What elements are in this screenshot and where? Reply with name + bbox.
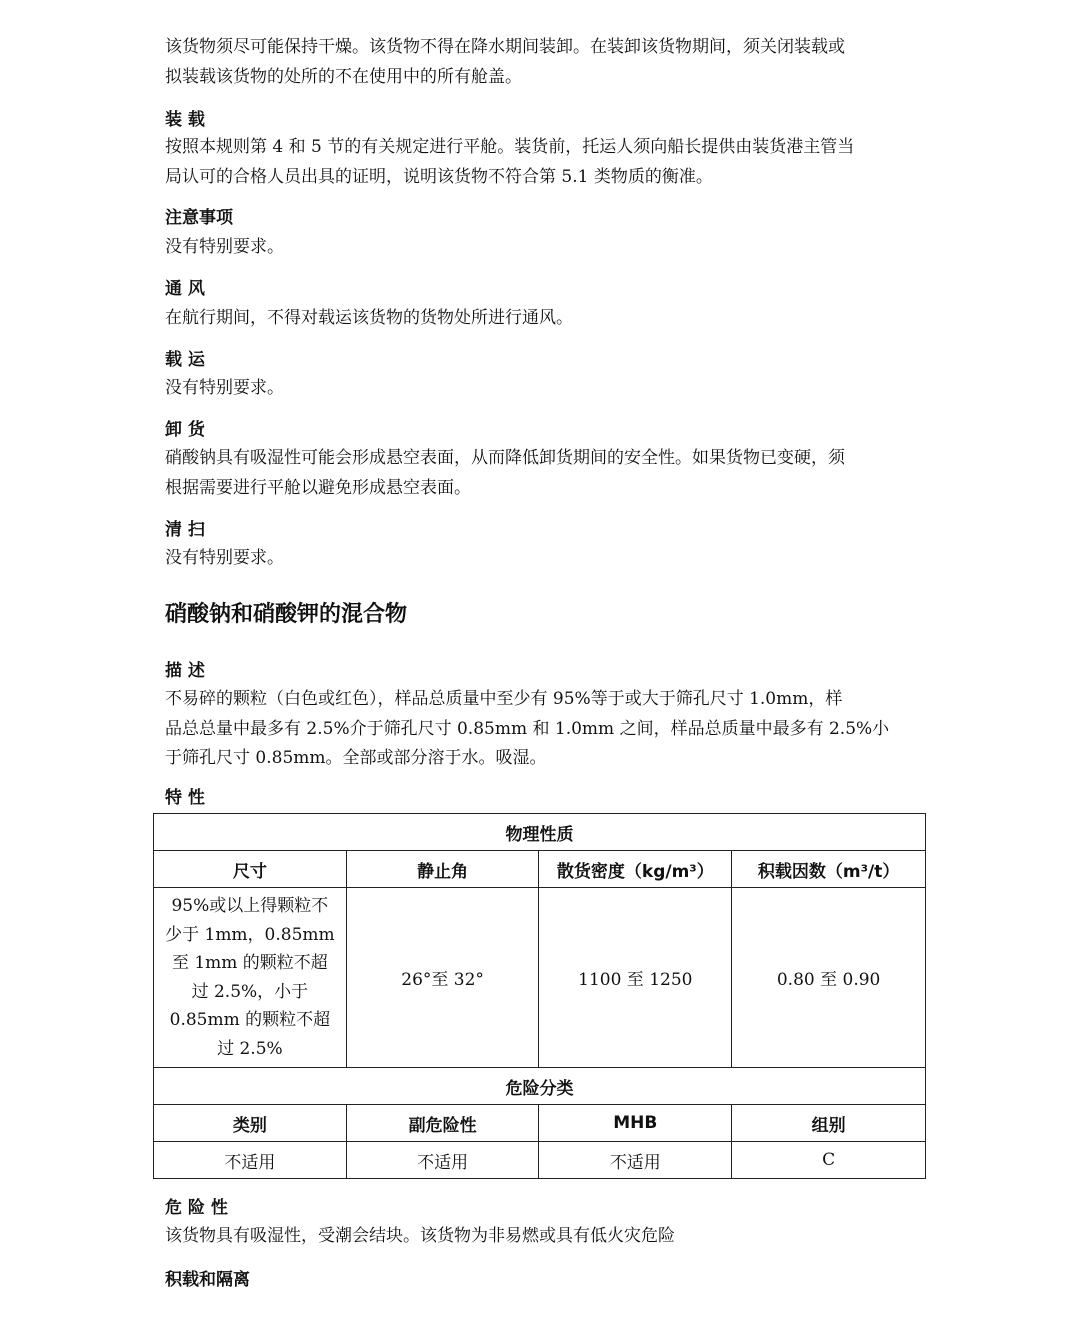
heading-discharge: 卸 货 [165,420,205,440]
heading-precautions: 注意事项 [165,208,233,228]
value-stowage-factor: 0.80 至 0.90 [732,888,926,1068]
header-angle-of-repose: 静止角 [346,851,539,888]
header-bulk-density: 散货密度（kg/m³） [539,851,732,888]
loading-paragraph: 按照本规则第 4 和 5 节的有关规定进行平舱。装货前，托运人须向船长提供由装货港主管当 局认可的合格人员出具的证明，说明该货物不符合第 5.1 类物质的衡准。 [165,137,855,187]
discharge-paragraph: 硝酸钠具有吸湿性可能会形成悬空表面，从而降低卸货期间的安全性。如果货物已变硬，须 根据需要进行平舱以避免形成悬空表面。 [165,448,845,498]
section-title: 硝酸钠和硝酸钾的混合物 [165,602,408,627]
hazard-classification-title: 危险分类 [154,1068,926,1105]
header-mhb: MHB [539,1105,732,1142]
carriage-paragraph: 没有特别要求。 [165,378,284,398]
value-class: 不适用 [154,1142,347,1179]
physical-properties-title: 物理性质 [154,814,926,851]
heading-description: 描 述 [165,661,205,681]
properties-table [153,813,926,1179]
precautions-paragraph: 没有特别要求。 [165,237,284,257]
value-group: C [732,1142,926,1179]
heading-characteristics: 特 性 [165,788,205,808]
value-subsidiary-hazard: 不适用 [346,1142,539,1179]
heading-cleanup: 清 扫 [165,520,205,540]
header-group: 组别 [732,1105,926,1142]
value-angle-of-repose: 26°至 32° [346,888,539,1068]
header-stowage-factor: 积载因数（m³/t） [732,851,926,888]
header-class: 类别 [154,1105,347,1142]
header-subsidiary-hazard: 副危险性 [346,1105,539,1142]
heading-loading: 装 载 [165,110,205,130]
value-size: 95%或以上得颗粒不 少于 1mm，0.85mm 至 1mm 的颗粒不超 过 2.5%，小于 0.85mm 的颗粒不超 过 2.5% [154,888,347,1068]
description-paragraph: 不易碎的颗粒（白色或红色），样品总质量中至少有 95%等于或大于筛孔尺寸 1.0mm，样 品总总量中最多有 2.5%介于筛孔尺寸 0.85mm 和 1.0mm 之间，样品总质量中最多有 2.5%小 于筛孔尺寸 0.85mm。全部或部分溶于水。吸湿。 [165,689,890,768]
value-bulk-density: 1100 至 1250 [539,888,732,1068]
ventilation-paragraph: 在航行期间，不得对载运该货物的货物处所进行通风。 [165,308,573,328]
value-mhb: 不适用 [539,1142,732,1179]
heading-carriage: 载 运 [165,350,205,370]
heading-ventilation: 通 风 [165,279,205,299]
heading-stowage-segregation: 积载和隔离 [165,1270,250,1290]
header-size: 尺寸 [154,851,347,888]
cleanup-paragraph: 没有特别要求。 [165,548,284,568]
hazard-paragraph: 该货物具有吸湿性，受潮会结块。该货物为非易燃或具有低火灾危险 [165,1226,675,1246]
intro-paragraph: 该货物须尽可能保持干燥。该货物不得在降水期间装卸。在装卸该货物期间，须关闭装载或 拟装载该货物的处所的不在使用中的所有舱盖。 [165,37,845,87]
heading-hazard: 危 险 性 [165,1198,228,1218]
